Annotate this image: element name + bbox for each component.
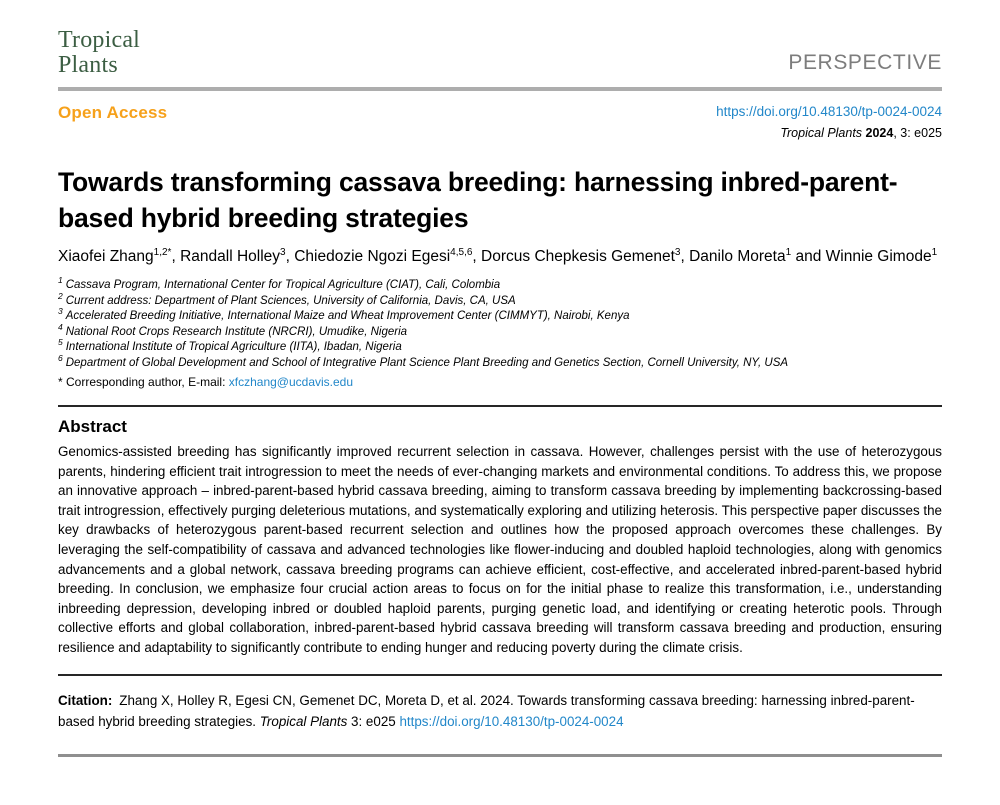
affiliation-text: Current address: Department of Plant Sciences, University of California, Davis, CA, USA bbox=[65, 294, 516, 307]
author-name: Xiaofei Zhang bbox=[58, 248, 154, 265]
email-link[interactable]: xfczhang@ucdavis.edu bbox=[228, 375, 354, 389]
open-access-label: Open Access bbox=[58, 103, 168, 122]
author-separator: , bbox=[472, 248, 482, 265]
affiliation-number: 5 bbox=[58, 337, 63, 348]
author-name: Chiedozie Ngozi Egesi bbox=[294, 248, 451, 265]
citation-issue: 3: e025 bbox=[347, 713, 400, 729]
journal-logo-line1: Tropical bbox=[58, 27, 141, 53]
abstract-section bbox=[58, 405, 942, 658]
affiliation-text: National Root Crops Research Institute (NRCRI), Umudike, Nigeria bbox=[65, 325, 408, 338]
affiliation-text: Cassava Program, International Center for Tropical Agriculture (CIAT), Cali, Colombia bbox=[65, 279, 501, 291]
citation-text bbox=[58, 690, 942, 732]
issue-journal-name: Tropical Plants bbox=[780, 126, 866, 140]
corresponding-prefix: * Corresponding author, E-mail: bbox=[58, 375, 229, 389]
access-row bbox=[58, 103, 942, 140]
citation-journal-name: Tropical Plants bbox=[259, 713, 348, 729]
corresponding-author-line bbox=[58, 374, 942, 390]
author-affiliation-sup: 1 bbox=[931, 246, 938, 258]
header-rule bbox=[58, 87, 942, 91]
affiliation-item bbox=[58, 275, 942, 294]
affiliation-list bbox=[58, 275, 942, 390]
citation-section bbox=[58, 674, 942, 757]
citation-body: Zhang X, Holley R, Egesi CN, Gemenet DC, Moreta D, et al. 2024. Towards transforming cassava breeding: harnessing inbred-parent-based hybrid breeding strategies. bbox=[58, 692, 915, 729]
citation-doi-link[interactable]: https://doi.org/10.48130/tp-0024-0024 bbox=[399, 713, 624, 729]
author-name: Randall Holley bbox=[180, 248, 281, 265]
affiliation-item bbox=[58, 306, 942, 325]
citation-label: Citation: bbox=[58, 692, 113, 708]
journal-logo-line2: Plants bbox=[58, 52, 118, 78]
abstract-body: Genomics-assisted breeding has significantly improved recurrent selection in cassava. However, challenges persist with the use of heterozygous parents, hindering efficient trait introgression to meet the needs of ever-changing markets and environmental conditions. To address this, we propose an innovative approach – inbred-parent-based hybrid cassava breeding, aiming to transform cassava breeding by implementing backcrossing-based trait introgression, effectively purging deleterious mutations, and systematically exploring and utilizing heterosis. This perspective paper discusses the key drawbacks of heterozygous parent-based recurrent selection and outlines how the proposed approach overcomes these challenges. By leveraging the self-compatibility of cassava and advanced technologies like flower-inducing and doubled haploid technologies, along with genomics advancements and a global network, cassava breeding programs can achieve efficient, cost-effective, and accelerated inbred-parent-based hybrid breeding. In conclusion, we emphasize four crucial action areas to focus on for the initial phase to realize this transformation, i.e., understanding inbreeding depression, developing inbred or doubled haploid parents, purging genetic load, and identifying or creating heterotic pools. Through collective efforts and global collaboration, inbred-parent-based hybrid cassava breeding will transform cassava breeding and production, ensuring resilience and adaptability to significantly contribute to ending hunger and reducing poverty during the climate crisis. bbox=[58, 444, 942, 655]
article-title: Towards transforming cassava breeding: harnessing inbred-parent-based hybrid breeding strategies bbox=[58, 167, 898, 233]
affiliation-text: International Institute of Tropical Agriculture (IITA), Ibadan, Nigeria bbox=[65, 341, 402, 353]
author-list bbox=[58, 245, 942, 269]
author-affiliation-sup: 1 bbox=[785, 246, 792, 258]
affiliation-text: Accelerated Breeding Initiative, International Maize and Wheat Improvement Center (CIMMYT), Nairobi, Kenya bbox=[65, 310, 630, 322]
author-separator: , bbox=[171, 248, 181, 265]
author-separator: and bbox=[791, 248, 826, 265]
author-name: Dorcus Chepkesis Gemenet bbox=[481, 248, 675, 265]
affiliation-text: Department of Global Development and School of Integrative Plant Science Plant Breeding and Genetics Section, Cornell University, NY, USA bbox=[65, 356, 789, 369]
affiliation-item bbox=[58, 321, 942, 341]
issue-line bbox=[716, 126, 942, 140]
author-separator: , bbox=[285, 248, 295, 265]
issue-volume: , 3: e025 bbox=[893, 126, 942, 140]
affiliation-number: 1 bbox=[58, 275, 63, 286]
author-affiliation-sup: 1,2* bbox=[153, 246, 172, 258]
doi-link[interactable]: https://doi.org/10.48130/tp-0024-0024 bbox=[716, 104, 942, 119]
abstract-heading: Abstract bbox=[58, 417, 127, 436]
author-name: Winnie Gimode bbox=[825, 248, 932, 265]
author-name: Danilo Moreta bbox=[689, 248, 786, 265]
author-affiliation-sup: 3 bbox=[674, 246, 681, 258]
author-affiliation-sup: 3 bbox=[280, 246, 286, 258]
affiliation-item bbox=[58, 352, 942, 372]
issue-year: 2024 bbox=[865, 126, 894, 140]
affiliation-number: 3 bbox=[58, 306, 63, 317]
affiliation-number: 4 bbox=[58, 321, 63, 332]
affiliation-item bbox=[58, 337, 942, 356]
author-separator: , bbox=[680, 248, 690, 265]
author-affiliation-sup: 4,5,6 bbox=[450, 246, 473, 258]
journal-header bbox=[58, 28, 942, 78]
affiliation-number: 6 bbox=[58, 352, 63, 363]
affiliation-number: 2 bbox=[58, 290, 63, 301]
journal-logo bbox=[58, 28, 140, 78]
affiliation-item bbox=[58, 290, 942, 310]
article-type-label: PERSPECTIVE bbox=[788, 51, 942, 74]
header-meta bbox=[716, 103, 942, 140]
